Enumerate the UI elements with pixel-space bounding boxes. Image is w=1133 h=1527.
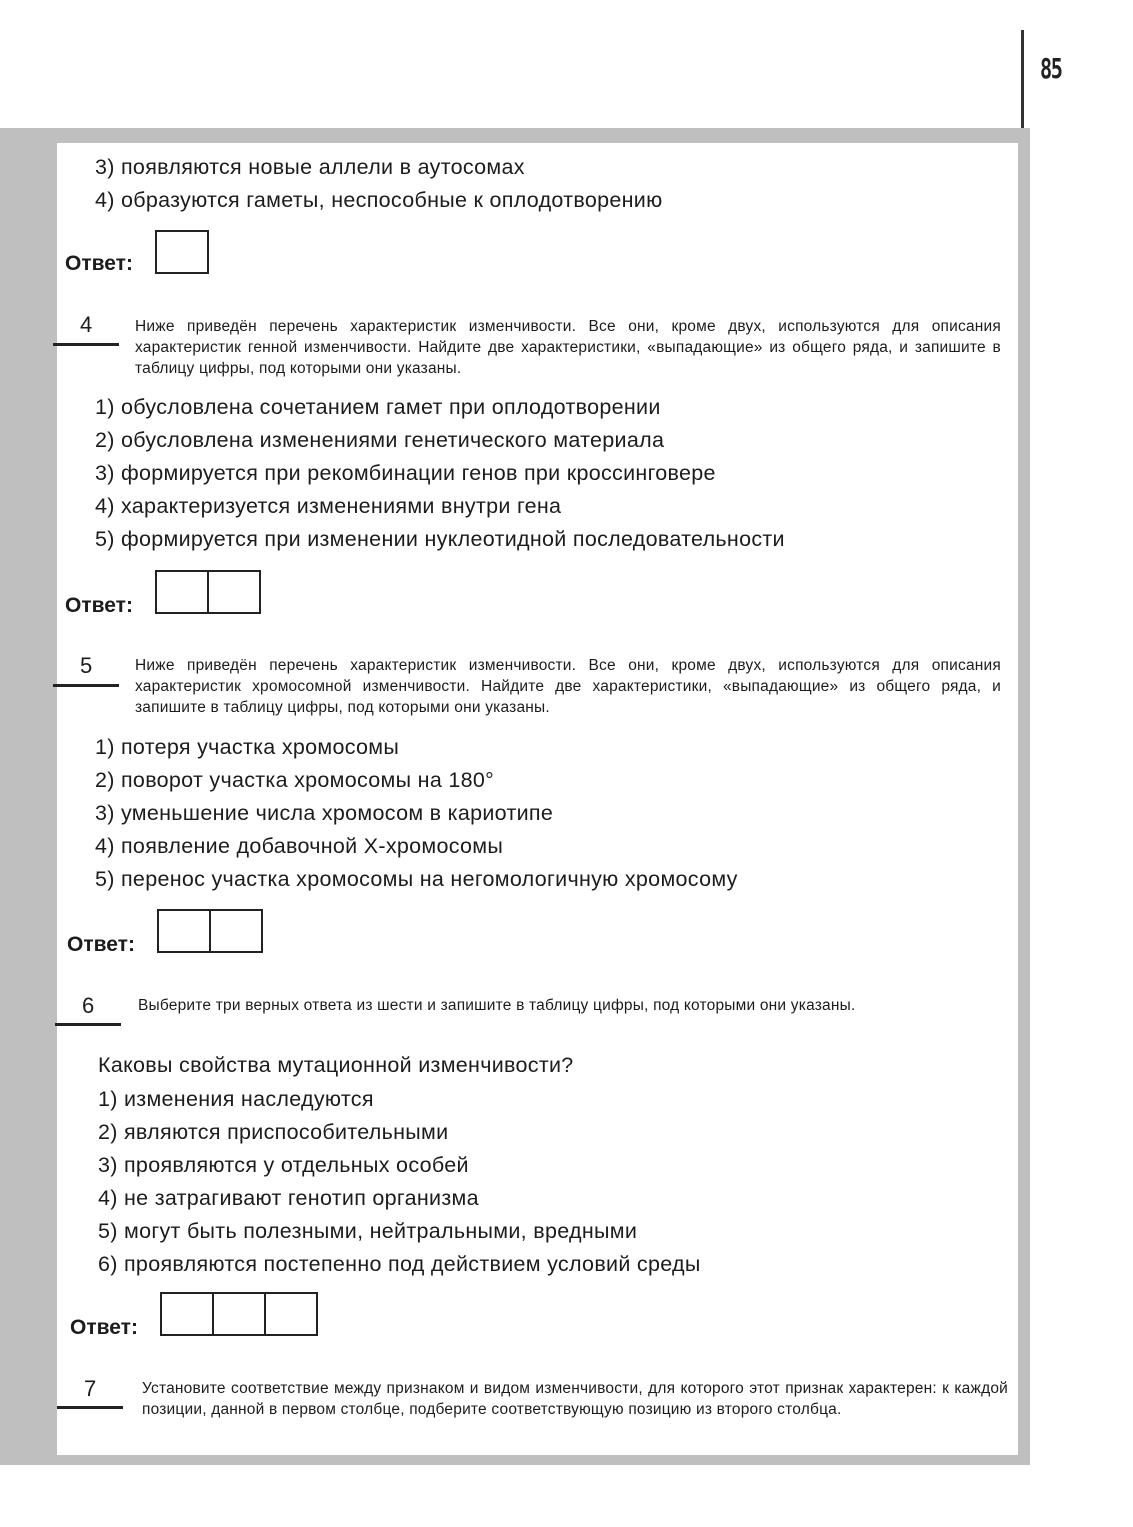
task6-option-6: 6) проявляются постепенно под действием условий среды xyxy=(98,1252,701,1276)
task5-number-rule xyxy=(53,684,119,687)
task4-answer-boxes[interactable] xyxy=(155,570,261,614)
task5-option-2: 2) поворот участка хромосомы на 180° xyxy=(95,768,495,792)
task3-answer-label: Ответ: xyxy=(65,252,133,275)
answer-cell[interactable] xyxy=(157,232,207,272)
task3-option-4: 4) образуются гаметы, неспособные к оплодотворению xyxy=(95,188,663,212)
task5-answer-label: Ответ: xyxy=(67,933,135,956)
answer-cell[interactable] xyxy=(214,1294,266,1334)
task4-option-3: 3) формируется при рекомбинации генов при кроссинговере xyxy=(95,461,716,485)
task4-option-1: 1) обусловлена сочетанием гамет при оплодотворении xyxy=(95,395,661,419)
task3-answer-boxes[interactable] xyxy=(155,230,209,274)
task6-option-3: 3) проявляются у отдельных особей xyxy=(98,1153,469,1177)
answer-cell[interactable] xyxy=(157,572,209,612)
task5-option-3: 3) уменьшение числа хромосом в кариотипе xyxy=(95,801,554,825)
task5-instruction: Ниже приведён перечень характеристик изменчивости. Все они, кроме двух, используются для описания характеристик хромосомной изменчивости. Найдите две характеристики, «выпадающие» из общего ряда, и запишите в таблицу цифры, под которыми они указаны. xyxy=(135,657,1001,716)
task5-option-5: 5) перенос участка хромосомы на негомологичную хромосому xyxy=(95,867,738,891)
task5-answer-boxes[interactable] xyxy=(157,909,263,953)
task5-number: 5 xyxy=(80,653,93,678)
task3-option-3: 3) появляются новые аллели в аутосомах xyxy=(95,155,525,179)
task4-number-rule xyxy=(53,343,119,346)
task5-option-4: 4) появление добавочной X-хромосомы xyxy=(95,834,504,858)
page-number: 85 xyxy=(1040,52,1062,85)
task4-instruction: Ниже приведён перечень характеристик изменчивости. Все они, кроме двух, используются для описания характеристик генной изменчивости. Найдите две характеристики, «выпадающие» из общего ряда, и запишите в таблицу цифры, под которыми они указаны. xyxy=(135,318,1001,377)
task7-number-rule xyxy=(57,1406,123,1409)
task7-instruction: Установите соответствие между признаком и видом изменчивости, для которого этот признак характерен: к каждой позиции, данной в первом столбце, подберите соответствующую позицию из второго столбца. xyxy=(142,1380,1008,1418)
task4-option-5: 5) формируется при изменении нуклеотидной последовательности xyxy=(95,527,785,551)
answer-cell[interactable] xyxy=(266,1294,316,1334)
answer-cell[interactable] xyxy=(211,911,261,951)
task6-answer-boxes[interactable] xyxy=(160,1292,318,1336)
task6-instruction: Выберите три верных ответа из шести и запишите в таблицу цифры, под которыми они указаны. xyxy=(138,997,856,1014)
task6-option-5: 5) могут быть полезными, нейтральными, вредными xyxy=(98,1219,638,1243)
task6-number: 6 xyxy=(82,993,95,1018)
task7-number: 7 xyxy=(84,1376,97,1401)
answer-cell[interactable] xyxy=(162,1294,214,1334)
task4-number: 4 xyxy=(80,312,93,337)
answer-cell[interactable] xyxy=(159,911,211,951)
task6-number-rule xyxy=(55,1023,121,1026)
page-margin-rule xyxy=(1021,30,1024,130)
task6-option-4: 4) не затрагивают генотип организма xyxy=(98,1186,479,1210)
task6-option-1: 1) изменения наследуются xyxy=(98,1087,374,1111)
task4-option-2: 2) обусловлена изменениями генетического материала xyxy=(95,428,665,452)
task4-answer-label: Ответ: xyxy=(65,594,133,617)
task5-option-1: 1) потеря участка хромосомы xyxy=(95,735,400,759)
task4-option-4: 4) характеризуется изменениями внутри гена xyxy=(95,494,562,518)
answer-cell[interactable] xyxy=(209,572,259,612)
task6-option-2: 2) являются приспособительными xyxy=(98,1120,449,1144)
task6-question: Каковы свойства мутационной изменчивости? xyxy=(98,1053,574,1077)
task6-answer-label: Ответ: xyxy=(70,1316,138,1339)
